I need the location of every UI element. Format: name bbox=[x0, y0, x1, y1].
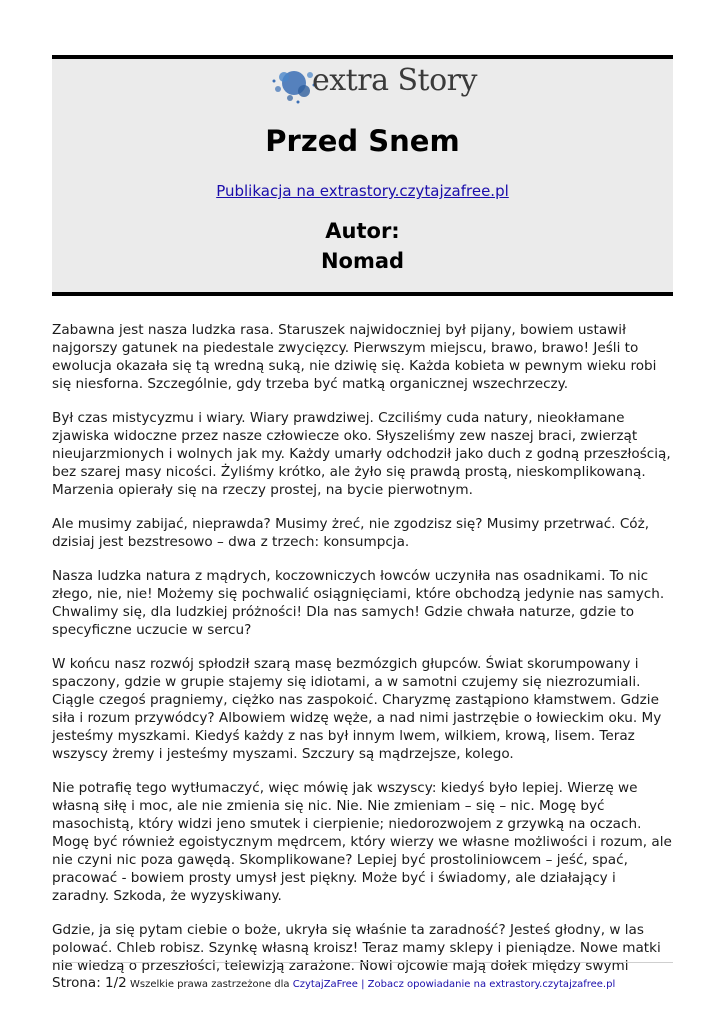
czytajzafree-link[interactable]: CzytajZaFree bbox=[292, 979, 358, 990]
story-content bbox=[52, 321, 677, 974]
paragraph: Zabawna jest nasza ludzka rasa. Staruszek najwidoczniej był pijany, bowiem ustawił najgorszy gatunek na piedestale zwycięzcy. Pierwszym miejscu, brawo, brawo! Jeśli to ewolucja okazała się tą wredną suką, nie dziwię się. Każda kobieta w pewnym wieku robi się niesforna. Szczególnie, gdy trzeba być matką organicznej wszechrzeczy. bbox=[52, 322, 657, 392]
extra-story-logo bbox=[270, 63, 477, 107]
paragraph: W końcu nasz rozwój spłodził szarą masę bezmózgich głupców. Świat skorumpowany i spaczony, gdzie w grupie stajemy się idiotami, a w samotni czujemy się niezrozumiali. Ciągle czegoś pragniemy, ciężko nas zaspokoić. Charyzmę zastąpiono kłamstwem. Gdzie siła i rozum przywódcy? Albowiem widzę węże, a nad nimi jastrzębie o łowieckim oku. My jesteśmy myszkami. Kiedyś każdy z nas był innym lwem, wilkiem, krową, lisem. Teraz wszyscy żremy i jesteśmy myszami. Szczury są mądrzejsze, kolego. bbox=[52, 656, 662, 762]
page-footer bbox=[52, 975, 692, 991]
ink-splash-icon bbox=[270, 65, 318, 105]
author-label: Autor: bbox=[325, 219, 400, 243]
paragraph: Ale musimy zabijać, nieprawda? Musimy żreć, nie zgodzisz się? Musimy przetrwać. Cóż, dzisiaj jest bezstresowo – dwa z trzech: konsumpcja. bbox=[52, 516, 650, 550]
footer-divider bbox=[52, 962, 673, 963]
paragraph: Nie potrafię tego wytłumaczyć, więc mówię jak wszyscy: kiedyś było lepiej. Wierzę we własną siłę i moc, ale nie zmienia się nic. Nie. Nie zmieniam – się – nic. Mogę być masochistą, który widzi jeno smutek i cierpienie; niedorozwojem z grzywką na oczach. Mogę być również egoistycznym mędrcem, który wierzy we własne możliwości i rozum, ale nie czyni nic poza gawędą. Skomplikowane? Lepiej być prostoliniowcem – jeść, spać, pracować - bowiem prosty umysł jest piękny. Może być i świadomy, ale działający i zaradny. Szkoda, że wyzyskiwany. bbox=[52, 780, 672, 904]
paragraph: Nasza ludzka natura z mądrych, koczowniczych łowców uczyniła nas osadnikami. To nic złego, nie, nie! Możemy się pochwalić osiągnięciami, które obchodzą jedynie nas samych. Chwalimy się, dla ludzkiej próżności! Dla nas samych! Gdzie chwała naturze, gdzie to specyficzne uczucie w sercu? bbox=[52, 568, 665, 638]
see-story-link[interactable]: Zobacz opowiadanie na extrastory.czytajzafree.pl bbox=[367, 979, 616, 990]
logo-text: extra Story bbox=[312, 63, 477, 98]
story-title: Przed Snem bbox=[265, 124, 460, 158]
paragraph: Był czas mistycyzmu i wiary. Wiary prawdziwej. Czciliśmy cuda natury, nieokłamane zjawiska widoczne przez nasze człowiecze oko. Słyszeliśmy zew naszej braci, zwierząt nieujarzmionych i wolnych jak my. Każdy umarły odchodził jako duch z godną przeszłością, bez szarej masy nicości. Żyliśmy krótko, ale żyło się prawdą prostą, nieskomplikowaną. Marzenia opierały się na rzeczy prostej, na bycie pierwotnym. bbox=[52, 410, 671, 498]
footer-separator: | bbox=[361, 979, 365, 990]
rights-text: Wszelkie prawa zastrzeżone dla bbox=[129, 979, 290, 990]
page-number: Strona: 1/2 bbox=[52, 975, 127, 991]
publication-link[interactable]: Publikacja na extrastory.czytajzafree.pl bbox=[216, 182, 509, 200]
paragraph: Gdzie, ja się pytam ciebie o boże, ukryła się właśnie ta zaradność? Jesteś głodny, w las polować. Chleb robisz. Szynkę własną kroisz! Teraz mamy sklepy i pieniądze. Nowe matki nie wiedzą o przeszłości, telewizją zarażone. Nowi ojcowie mają dołek między swymi bbox=[52, 922, 661, 974]
author-name: Nomad bbox=[320, 249, 405, 273]
